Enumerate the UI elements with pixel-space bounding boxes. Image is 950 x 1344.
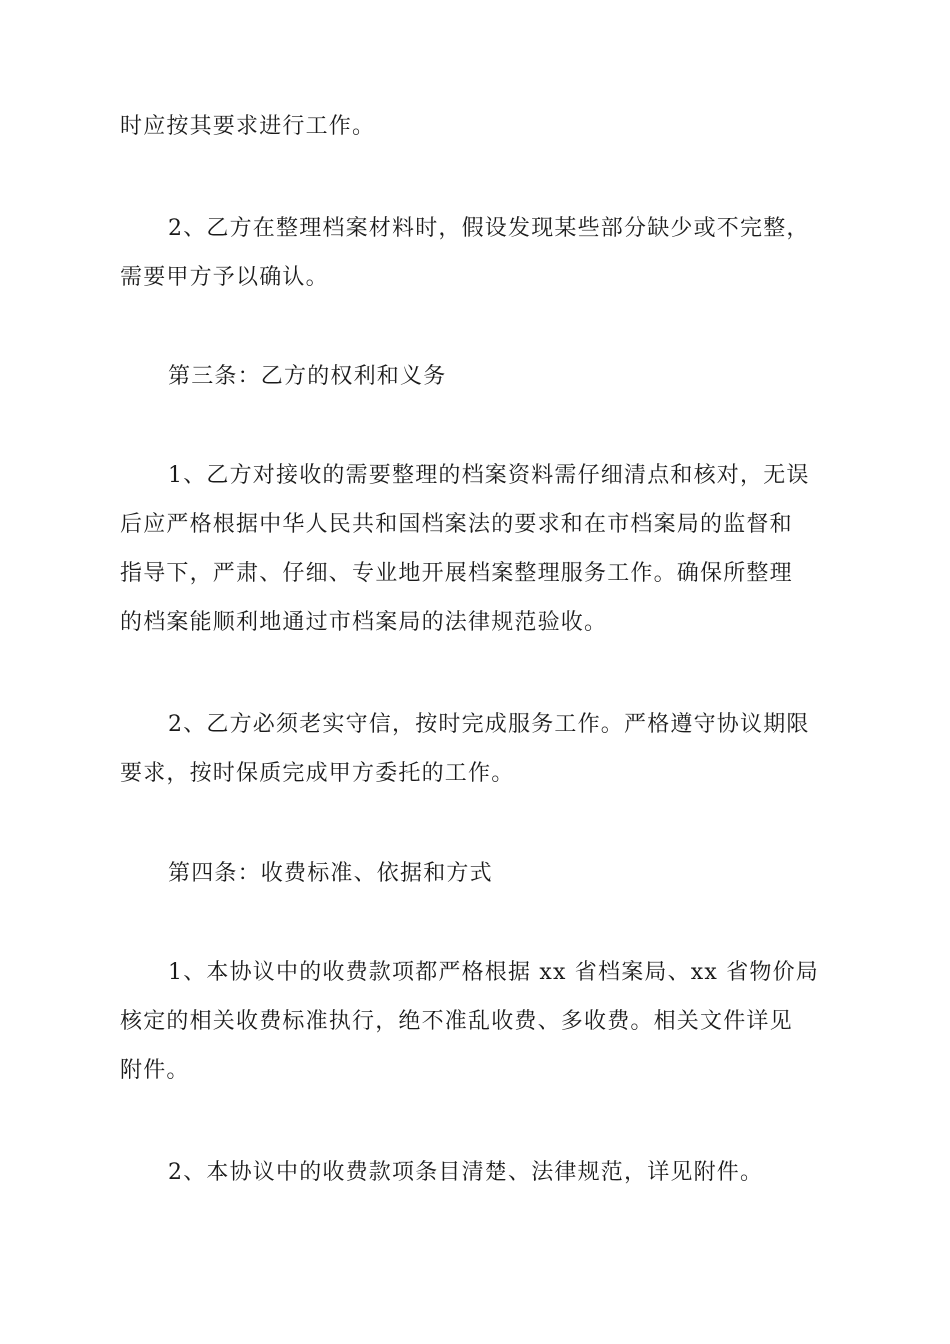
section-heading-article-3 bbox=[120, 352, 832, 401]
paragraph-clause-3-2 bbox=[120, 700, 832, 798]
text-line: 时应按其要求进行工作。 bbox=[120, 114, 376, 139]
text-line: 附件。 bbox=[120, 1058, 190, 1083]
text-line: 第四条：收费标准、依据和方式 bbox=[168, 861, 493, 886]
text-line: 核定的相关收费标准执行，绝不准乱收费、多收费。相关文件详见 bbox=[120, 1009, 793, 1034]
paragraph-continuation bbox=[120, 102, 832, 151]
text-line: 2、本协议中的收费款项条目清楚、法律规范，详见附件。 bbox=[168, 1160, 764, 1185]
paragraph-clause-2-2 bbox=[120, 204, 832, 302]
text-line: 要求，按时保质完成甲方委托的工作。 bbox=[120, 761, 515, 786]
paragraph-clause-4-1 bbox=[120, 948, 832, 1095]
text-line: 指导下，严肃、仔细、专业地开展档案整理服务工作。确保所整理 bbox=[120, 561, 793, 586]
section-heading-article-4 bbox=[120, 849, 832, 898]
text-line: 需要甲方予以确认。 bbox=[120, 265, 329, 290]
text-line: 1、乙方对接收的需要整理的档案资料需仔细清点和核对，无误 bbox=[168, 463, 810, 488]
text-line: 1、本协议中的收费款项都严格根据 xx 省档案局、xx 省物价局 bbox=[168, 960, 820, 985]
paragraph-clause-4-2 bbox=[120, 1148, 832, 1197]
text-line: 后应严格根据中华人民共和国档案法的要求和在市档案局的监督和 bbox=[120, 512, 793, 537]
text-line: 2、乙方在整理档案材料时，假设发现某些部分缺少或不完整， bbox=[168, 216, 810, 241]
text-line: 第三条：乙方的权利和义务 bbox=[168, 364, 447, 389]
text-line: 2、乙方必须老实守信，按时完成服务工作。严格遵守协议期限 bbox=[168, 712, 810, 737]
text-line: 的档案能顺利地通过市档案局的法律规范验收。 bbox=[120, 610, 608, 635]
paragraph-clause-3-1 bbox=[120, 451, 832, 647]
